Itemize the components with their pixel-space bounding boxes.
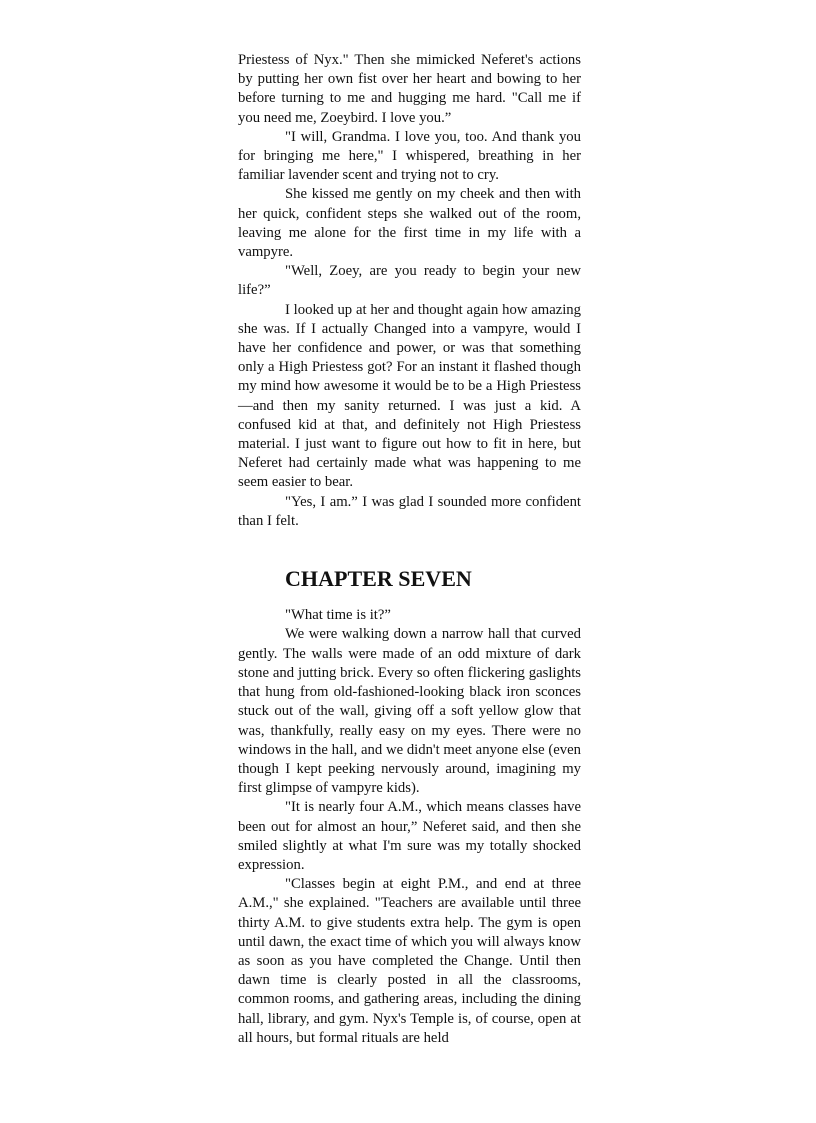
paragraph: I looked up at her and thought again how amazing she was. If I actually Changed into a vampyre, would I have her confidence and power, or was that something only a High Priestess got? For an instant it flashed though my mind how awesome it would be to be a High Priestess—and then my sanity returned. I was just a kid. A confused kid at that, and definitely not High Priestess material. I just want to figure out how to fit in here, but Neferet had certainly made what was happening to me seem easier to bear. bbox=[238, 301, 581, 491]
paragraph: She kissed me gently on my cheek and then with her quick, confident steps she walked out of the room, leaving me alone for the first time in my life with a vampyre. bbox=[238, 186, 581, 261]
chapter-title: CHAPTER SEVEN bbox=[285, 566, 472, 592]
paragraph: "Well, Zoey, are you ready to begin your new life?” bbox=[238, 263, 581, 299]
paragraph: We were walking down a narrow hall that curved gently. The walls were made of an odd mixture of dark stone and jutting brick. Every so often flickering gaslights that hung from old-fashioned-looking black iron sconces stuck out of the wall, giving off a soft yellow glow that was, thankfully, really easy on my eyes. There were no windows in the hall, and we didn't meet anyone else (even though I kept peeking nervously around, imagining my first glimpse of vampyre kids). bbox=[238, 626, 581, 797]
paragraph: "What time is it?” bbox=[285, 607, 391, 624]
paragraph: "Yes, I am.” I was glad I sounded more confident than I felt. bbox=[238, 493, 581, 529]
paragraph: "I will, Grandma. I love you, too. And thank you for bringing me here," I whispered, breathing in her familiar lavender scent and trying not to cry. bbox=[238, 128, 581, 184]
paragraph: "It is nearly four A.M., which means classes have been out for almost an hour,” Neferet said, and then she smiled slightly at what I'm sure was my totally shocked expression. bbox=[238, 799, 581, 873]
book-page bbox=[238, 51, 581, 1048]
paragraph: "Classes begin at eight P.M., and end at three A.M.," she explained. "Teachers are available until three thirty A.M. to give students extra help. The gym is open until dawn, the exact time of which you will always know as soon as you have completed the Change. Until then dawn time is clearly posted in all the classrooms, common rooms, and gathering areas, including the dining hall, library, and gym. Nyx's Temple is, of course, open at all hours, but formal rituals are held bbox=[238, 876, 581, 1046]
paragraph: Priestess of Nyx." Then she mimicked Neferet's actions by putting her own fist over her heart and bowing to her before turning to me and hugging me hard. "Call me if you need me, Zoeybird. I love you.” bbox=[238, 52, 581, 126]
